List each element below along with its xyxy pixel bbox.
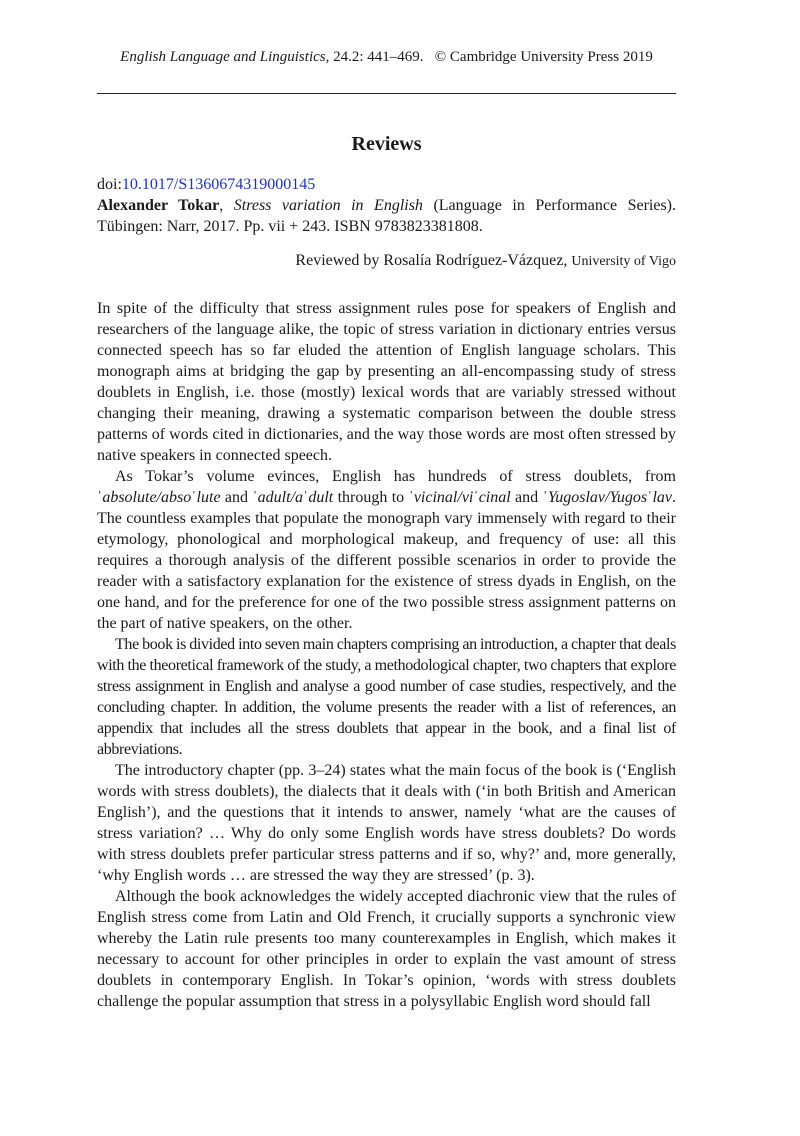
review-metadata: [97, 174, 676, 237]
section-title: Reviews: [351, 133, 422, 155]
reviewer-name: Reviewed by Rosalía Rodríguez-Vázquez,: [295, 252, 572, 269]
journal-page: [97, 0, 676, 1012]
p2-text-d: and: [510, 489, 543, 506]
doi-prefix: doi:: [97, 176, 122, 193]
p2-text-c: through to: [333, 489, 409, 506]
review-body: [97, 298, 676, 1012]
paragraph-4: The introductory chapter (pp. 3–24) states what the main focus of the book is (‘English words with stress doublets), the dialects that it deals with (‘in both British and American English’), and the questions that it intends to answer, namely ‘what are the causes of stress variation? … Why do only some English words have stress doublets? Do words with stress doublets prefer particular stress patterns and if so, why?’ and, more generally, ‘why English words … are stressed the way they are stressed’ (p. 3).: [97, 762, 676, 884]
running-head: [97, 47, 676, 67]
book-details: (Language in Performance Series). Tübingen: Narr, 2017. Pp. vii + 243. ISBN 9783823381808.: [97, 197, 677, 235]
paragraph-1: In spite of the difficulty that stress assignment rules pose for speakers of English and researchers of the language alike, the topic of stress variation in dictionary entries versus connected speech has so far eluded the attention of English language scholars. This monograph aims at bridging the gap by presenting an all-encompassing study of stress doublets in English, i.e. those (mostly) lexical words that are variably stressed without changing their meaning, drawing a systematic comparison between the double stress patterns of words cited in dictionaries, and the way those words are most often stressed by native speakers in connected speech.: [97, 300, 676, 464]
doi-link[interactable]: 10.1017/S1360674319000145: [121, 176, 316, 193]
paragraph-2: [97, 466, 676, 634]
doi-line: [97, 174, 676, 195]
journal-citation: , 24.2: 441–469.: [325, 49, 424, 65]
paragraph-3: The book is divided into seven main chapters comprising an introduction, a chapter that deals with the theoretical framework of the study, a methodological chapter, two chapters that explore stress assignment in English and analyse a good number of case studies, respectively, and the concluding chapter. In addition, the volume presents the reader with a list of references, an appendix that includes all the stress doublets that appear in the book, and a final list of abbreviations.: [97, 636, 676, 758]
example-absolute: ˈabsolute/absoˈlute: [97, 489, 221, 506]
paragraph-5: Although the book acknowledges the widely accepted diachronic view that the rules of English stress come from Latin and Old French, it crucially supports a synchronic view whereby the Latin rule presents too many counterexamples in English, which makes it necessary to account for other principles in order to explain the vast amount of stress doublets in contemporary English. In Tokar’s opinion, ‘words with stress doublets challenge the popular assumption that stress in a polysyllabic English word should fall: [97, 888, 676, 1010]
p2-text-b: and: [220, 489, 253, 506]
p2-text-e: . The countless examples that populate the monograph vary immensely with regard to their etymology, phonological and morphological makeup, and frequency of use: all this requires a thorough analysis of the different possible scenarios in order to provide the reader with a satisfactory explanation for the existence of stress dyads in English, on the one hand, and for the preference for one of the two possible stress assignment patterns on the part of native speakers, on the other.: [97, 489, 676, 632]
example-vicinal: ˈvicinal/viˈcinal: [408, 489, 511, 506]
book-sep: ,: [219, 197, 234, 214]
header-rule: [97, 93, 676, 94]
book-title: Stress variation in English: [233, 197, 423, 214]
book-author: Alexander Tokar: [97, 197, 220, 214]
example-yugoslav: ˈYugoslav/Yugosˈlav: [542, 489, 672, 506]
journal-name: English Language and Linguistics: [120, 49, 326, 65]
copyright-notice: © Cambridge University Press 2019: [434, 49, 653, 65]
p2-text-a: As Tokar’s volume evinces, English has hundreds of stress doublets, from: [115, 468, 676, 485]
reviewer-line: [97, 250, 676, 272]
example-adult: ˈadult/aˈdult: [252, 489, 334, 506]
book-citation: [97, 195, 676, 237]
reviewer-affiliation: University of Vigo: [571, 254, 676, 269]
